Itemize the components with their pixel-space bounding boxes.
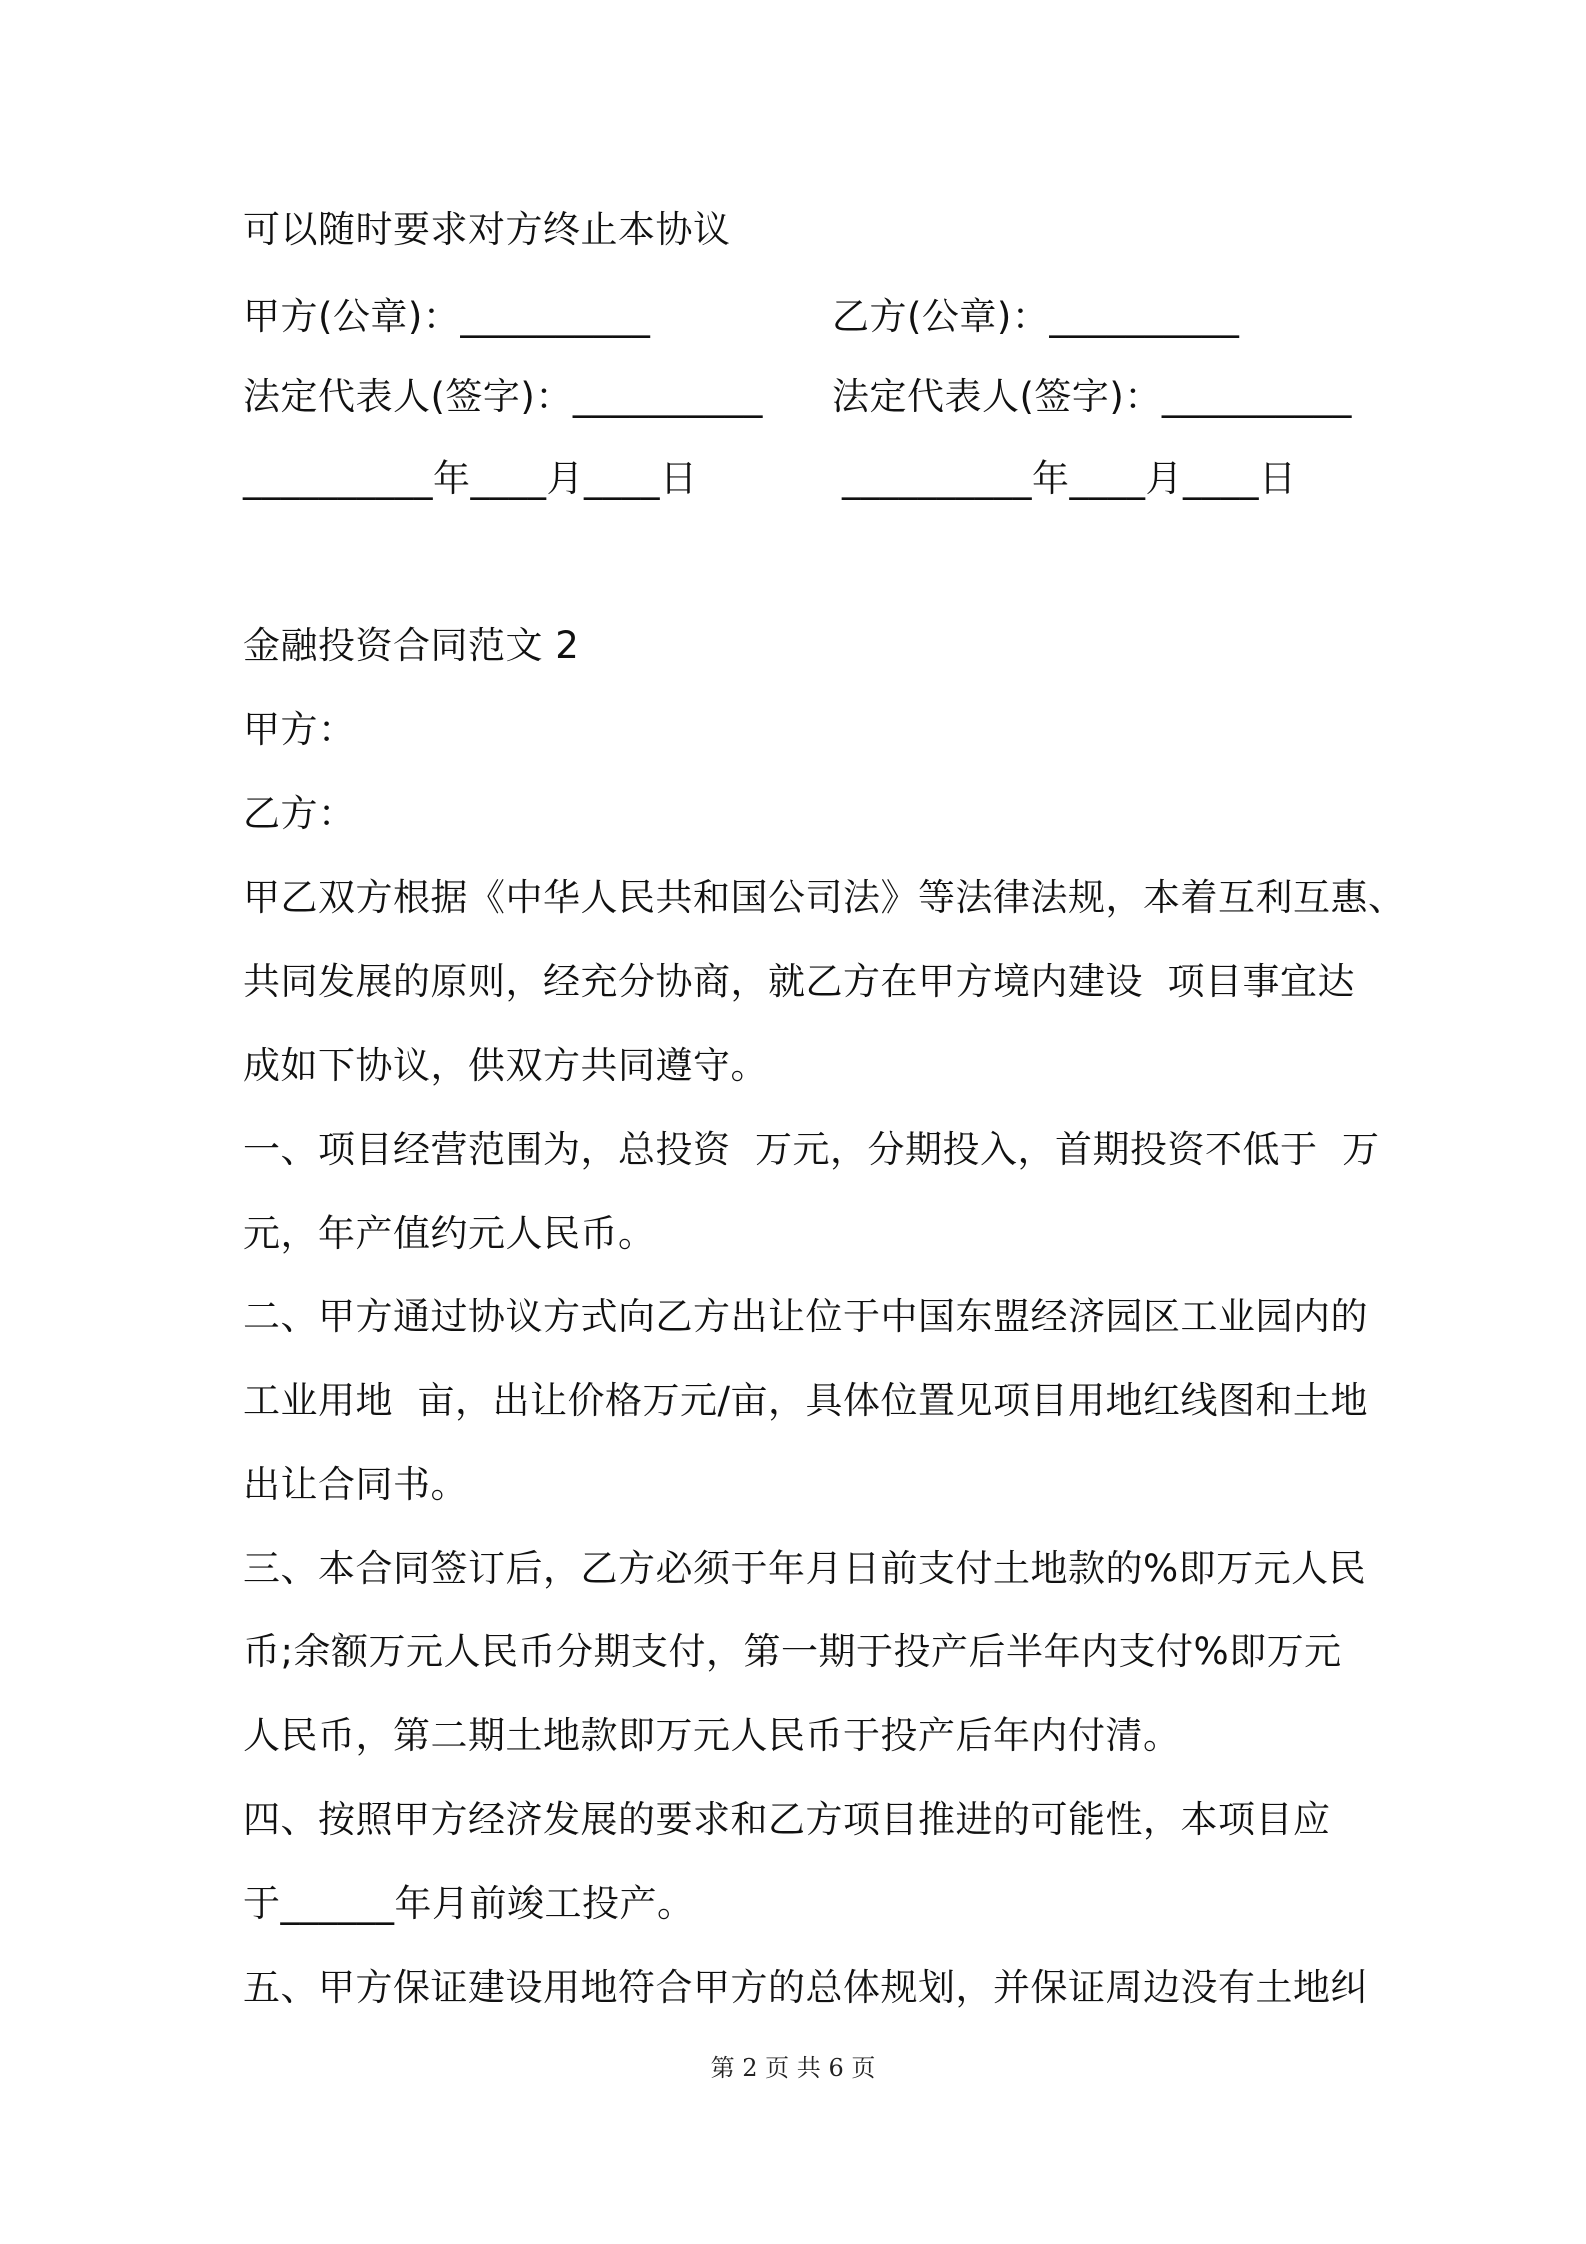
- paragraph-line: 币;余额万元人民币分期支付，第一期于投产后半年内支付%即万元: [243, 1630, 1342, 1673]
- party-b-seal-field: 乙方(公章)：__________: [832, 295, 1240, 338]
- party-b-representative-field: 法定代表人(签字)：__________: [832, 375, 1352, 418]
- party-a-seal-field: 甲方(公章)：__________: [243, 295, 651, 338]
- paragraph-line: 甲乙双方根据《中华人民共和国公司法》等法律法规，本着互利互惠、: [243, 876, 1406, 919]
- section-title: 金融投资合同范文 2: [243, 624, 580, 667]
- party-b-date-field: __________年____月____日: [842, 457, 1297, 500]
- party-a-label: 甲方：: [243, 708, 356, 751]
- paragraph-line: 出让合同书。: [243, 1463, 468, 1506]
- paragraph-line: 共同发展的原则，经充分协商，就乙方在甲方境内建设 项目事宜达: [243, 960, 1356, 1003]
- paragraph-line: 三、本合同签订后，乙方必须于年月日前支付土地款的%即万元人民: [243, 1547, 1367, 1590]
- paragraph-line: 五、甲方保证建设用地符合甲方的总体规划，并保证周边没有土地纠: [243, 1966, 1368, 2009]
- paragraph-line: 人民币，第二期土地款即万元人民币于投产后年内付清。: [243, 1714, 1181, 1757]
- continued-clause-line: 可以随时要求对方终止本协议: [243, 208, 731, 251]
- page-number-footer: 第 2 页 共 6 页: [710, 2054, 876, 2082]
- paragraph-line: 于______年月前竣工投产。: [243, 1882, 695, 1925]
- paragraph-line: 元，年产值约元人民币。: [243, 1212, 656, 1255]
- party-b-label: 乙方：: [243, 792, 356, 835]
- party-a-representative-field: 法定代表人(签字)：__________: [243, 375, 763, 418]
- paragraph-line: 工业用地 亩，出让价格万元/亩，具体位置见项目用地红线图和土地: [243, 1379, 1368, 1422]
- paragraph-line: 一、项目经营范围为，总投资 万元，分期投入，首期投资不低于 万: [243, 1128, 1380, 1171]
- paragraph-line: 二、甲方通过协议方式向乙方出让位于中国东盟经济园区工业园内的: [243, 1295, 1368, 1338]
- paragraph-line: 成如下协议，供双方共同遵守。: [243, 1044, 768, 1087]
- party-a-date-field: __________年____月____日: [243, 457, 698, 500]
- paragraph-line: 四、按照甲方经济发展的要求和乙方项目推进的可能性，本项目应: [243, 1798, 1331, 1841]
